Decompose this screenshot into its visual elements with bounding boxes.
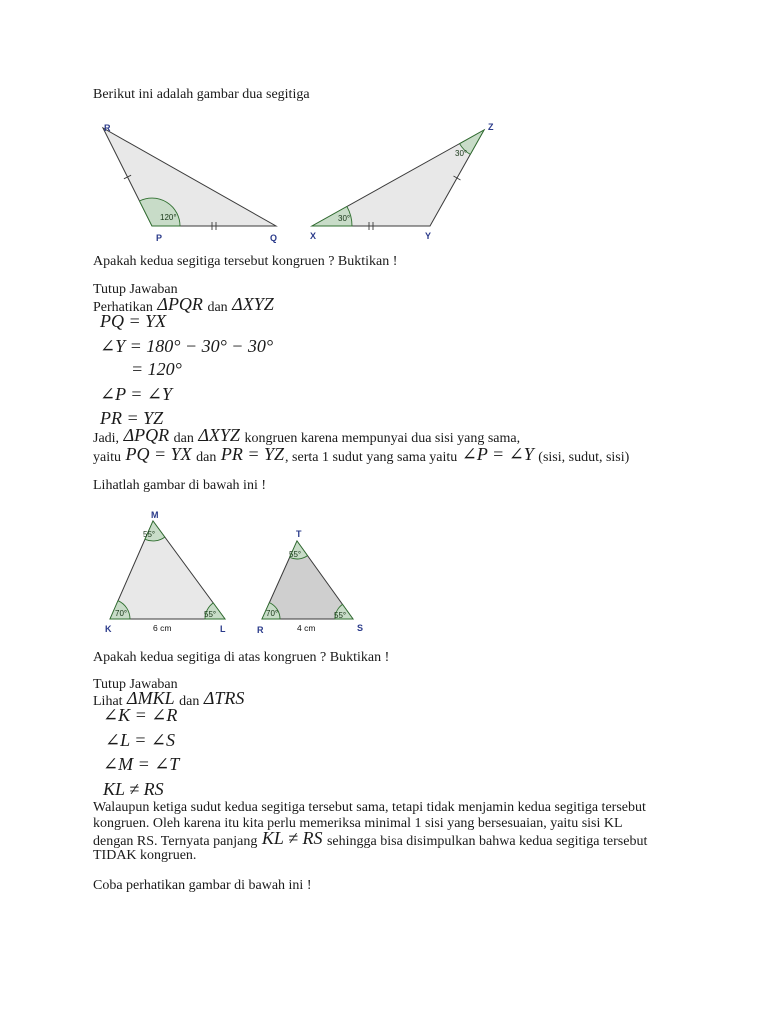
conclusion-text: (sisi, sudut, sisi)	[538, 450, 630, 465]
vertex-x-label: X	[310, 231, 317, 241]
angle-m-label: 55°	[143, 530, 156, 539]
math-side-equality-pr-yz: PR = YZ	[220, 444, 285, 464]
answer-2-paragraph-line-1: Walaupun ketiga sudut kedua segitiga tersebut sama, tetapi tidak menjamin kedua segitiga tersebut	[93, 800, 646, 815]
answer-2-step-1: ∠K = ∠R	[103, 705, 178, 725]
answer-1-intro-conjunction: dan	[207, 300, 228, 315]
answer-1-toggle: Tutup Jawaban	[93, 282, 178, 297]
conclusion-text: , serta 1 sudut yang sama yaitu	[285, 450, 458, 465]
answer-2-step-2: ∠L = ∠S	[105, 730, 175, 750]
triangle-mkl-group	[105, 510, 226, 634]
conclusion-text: dan	[173, 431, 194, 446]
figure-triangles-mkl-trs	[0, 500, 768, 640]
vertex-q-label: Q	[270, 233, 278, 243]
answer-1-step-3: = 120°	[131, 359, 182, 379]
answer-1-step-5: PR = YZ	[100, 408, 164, 428]
vertex-p-label: P	[156, 233, 163, 243]
triangle-pqr	[103, 128, 276, 226]
side-rs-length-label: 4 cm	[297, 623, 316, 633]
answer-2-step-4: KL ≠ RS	[103, 779, 164, 799]
math-side-inequality-kl-rs: KL ≠ RS	[261, 828, 323, 848]
answer-1-step-2: ∠Y = 180° − 30° − 30°	[100, 336, 274, 356]
answer-1-intro-text: Perhatikan	[93, 300, 153, 315]
answer-2-step-3: ∠M = ∠T	[103, 754, 180, 774]
angle-t-label: 55°	[289, 550, 302, 559]
paragraph-text: dengan RS. Ternyata panjang	[93, 834, 258, 849]
answer-1-step-4: ∠P = ∠Y	[100, 384, 172, 404]
vertex-t-label: T	[296, 529, 302, 539]
math-triangle-xyz: ΔXYZ	[198, 425, 240, 445]
angle-s-label: 55°	[334, 611, 347, 620]
question-1: Apakah kedua segitiga tersebut kongruen ? Buktikan !	[93, 254, 398, 269]
vertex-m-label: M	[151, 510, 159, 520]
figure-triangles-pqr-xyz	[0, 110, 768, 250]
vertex-s-label: S	[357, 623, 364, 633]
answer-1-conclusion-line-2	[93, 446, 629, 467]
math-angle-equality-p-y: ∠P = ∠Y	[461, 444, 534, 464]
angle-p-label: 120°	[160, 213, 177, 222]
angle-r-label: 70°	[266, 609, 279, 618]
vertex-k-label: K	[105, 624, 112, 634]
angle-k-label: 70°	[115, 609, 128, 618]
triangle-mkl	[110, 521, 225, 619]
math-triangle-trs: ΔTRS	[203, 688, 245, 708]
section-2-intro: Lihatlah gambar di bawah ini !	[93, 478, 266, 493]
conclusion-text: kongruen karena mempunyai dua sisi yang sama,	[244, 431, 521, 446]
angle-z-label: 30°	[455, 149, 468, 158]
vertex-z-label: Z	[488, 122, 494, 132]
side-kl-length-label: 6 cm	[153, 623, 172, 633]
outro-text: Coba perhatikan gambar di bawah ini !	[93, 878, 312, 893]
triangle-pqr-group	[103, 123, 277, 243]
math-triangle-pqr: ΔPQR	[157, 294, 203, 314]
answer-2-intro-text: Lihat	[93, 694, 123, 709]
conclusion-text: yaitu	[93, 450, 121, 465]
answer-2-paragraph-line-4: TIDAK kongruen.	[93, 848, 197, 863]
triangle-xyz-group	[310, 122, 494, 241]
question-2: Apakah kedua segitiga di atas kongruen ? Buktikan !	[93, 650, 390, 665]
answer-1-step-1: PQ = YX	[100, 311, 167, 331]
math-triangle-xyz: ΔXYZ	[232, 294, 274, 314]
conclusion-text: dan	[196, 450, 217, 465]
math-triangle-pqr: ΔPQR	[123, 425, 170, 445]
answer-2-paragraph-line-2: kongruen. Oleh karena itu kita perlu memeriksa minimal 1 sisi yang bersesuaian, yaitu sisi KL	[93, 816, 623, 831]
math-side-equality-pq-yx: PQ = YX	[125, 444, 192, 464]
paragraph-text: sehingga bisa disimpulkan bahwa kedua segitiga tersebut	[326, 834, 648, 849]
intro-text: Berikut ini adalah gambar dua segitiga	[93, 87, 310, 102]
angle-l-label: 55°	[204, 610, 217, 619]
answer-2-toggle: Tutup Jawaban	[93, 677, 178, 692]
vertex-r-label: R	[104, 123, 111, 133]
conclusion-text: Jadi,	[93, 431, 120, 446]
angle-x-label: 30°	[338, 214, 351, 223]
vertex-r-label: R	[257, 625, 264, 635]
math-triangle-mkl: ΔMKL	[127, 688, 175, 708]
vertex-y-label: Y	[425, 231, 432, 241]
vertex-l-label: L	[220, 624, 226, 634]
triangle-trs-group	[257, 529, 363, 635]
answer-2-intro-conjunction: dan	[179, 694, 200, 709]
